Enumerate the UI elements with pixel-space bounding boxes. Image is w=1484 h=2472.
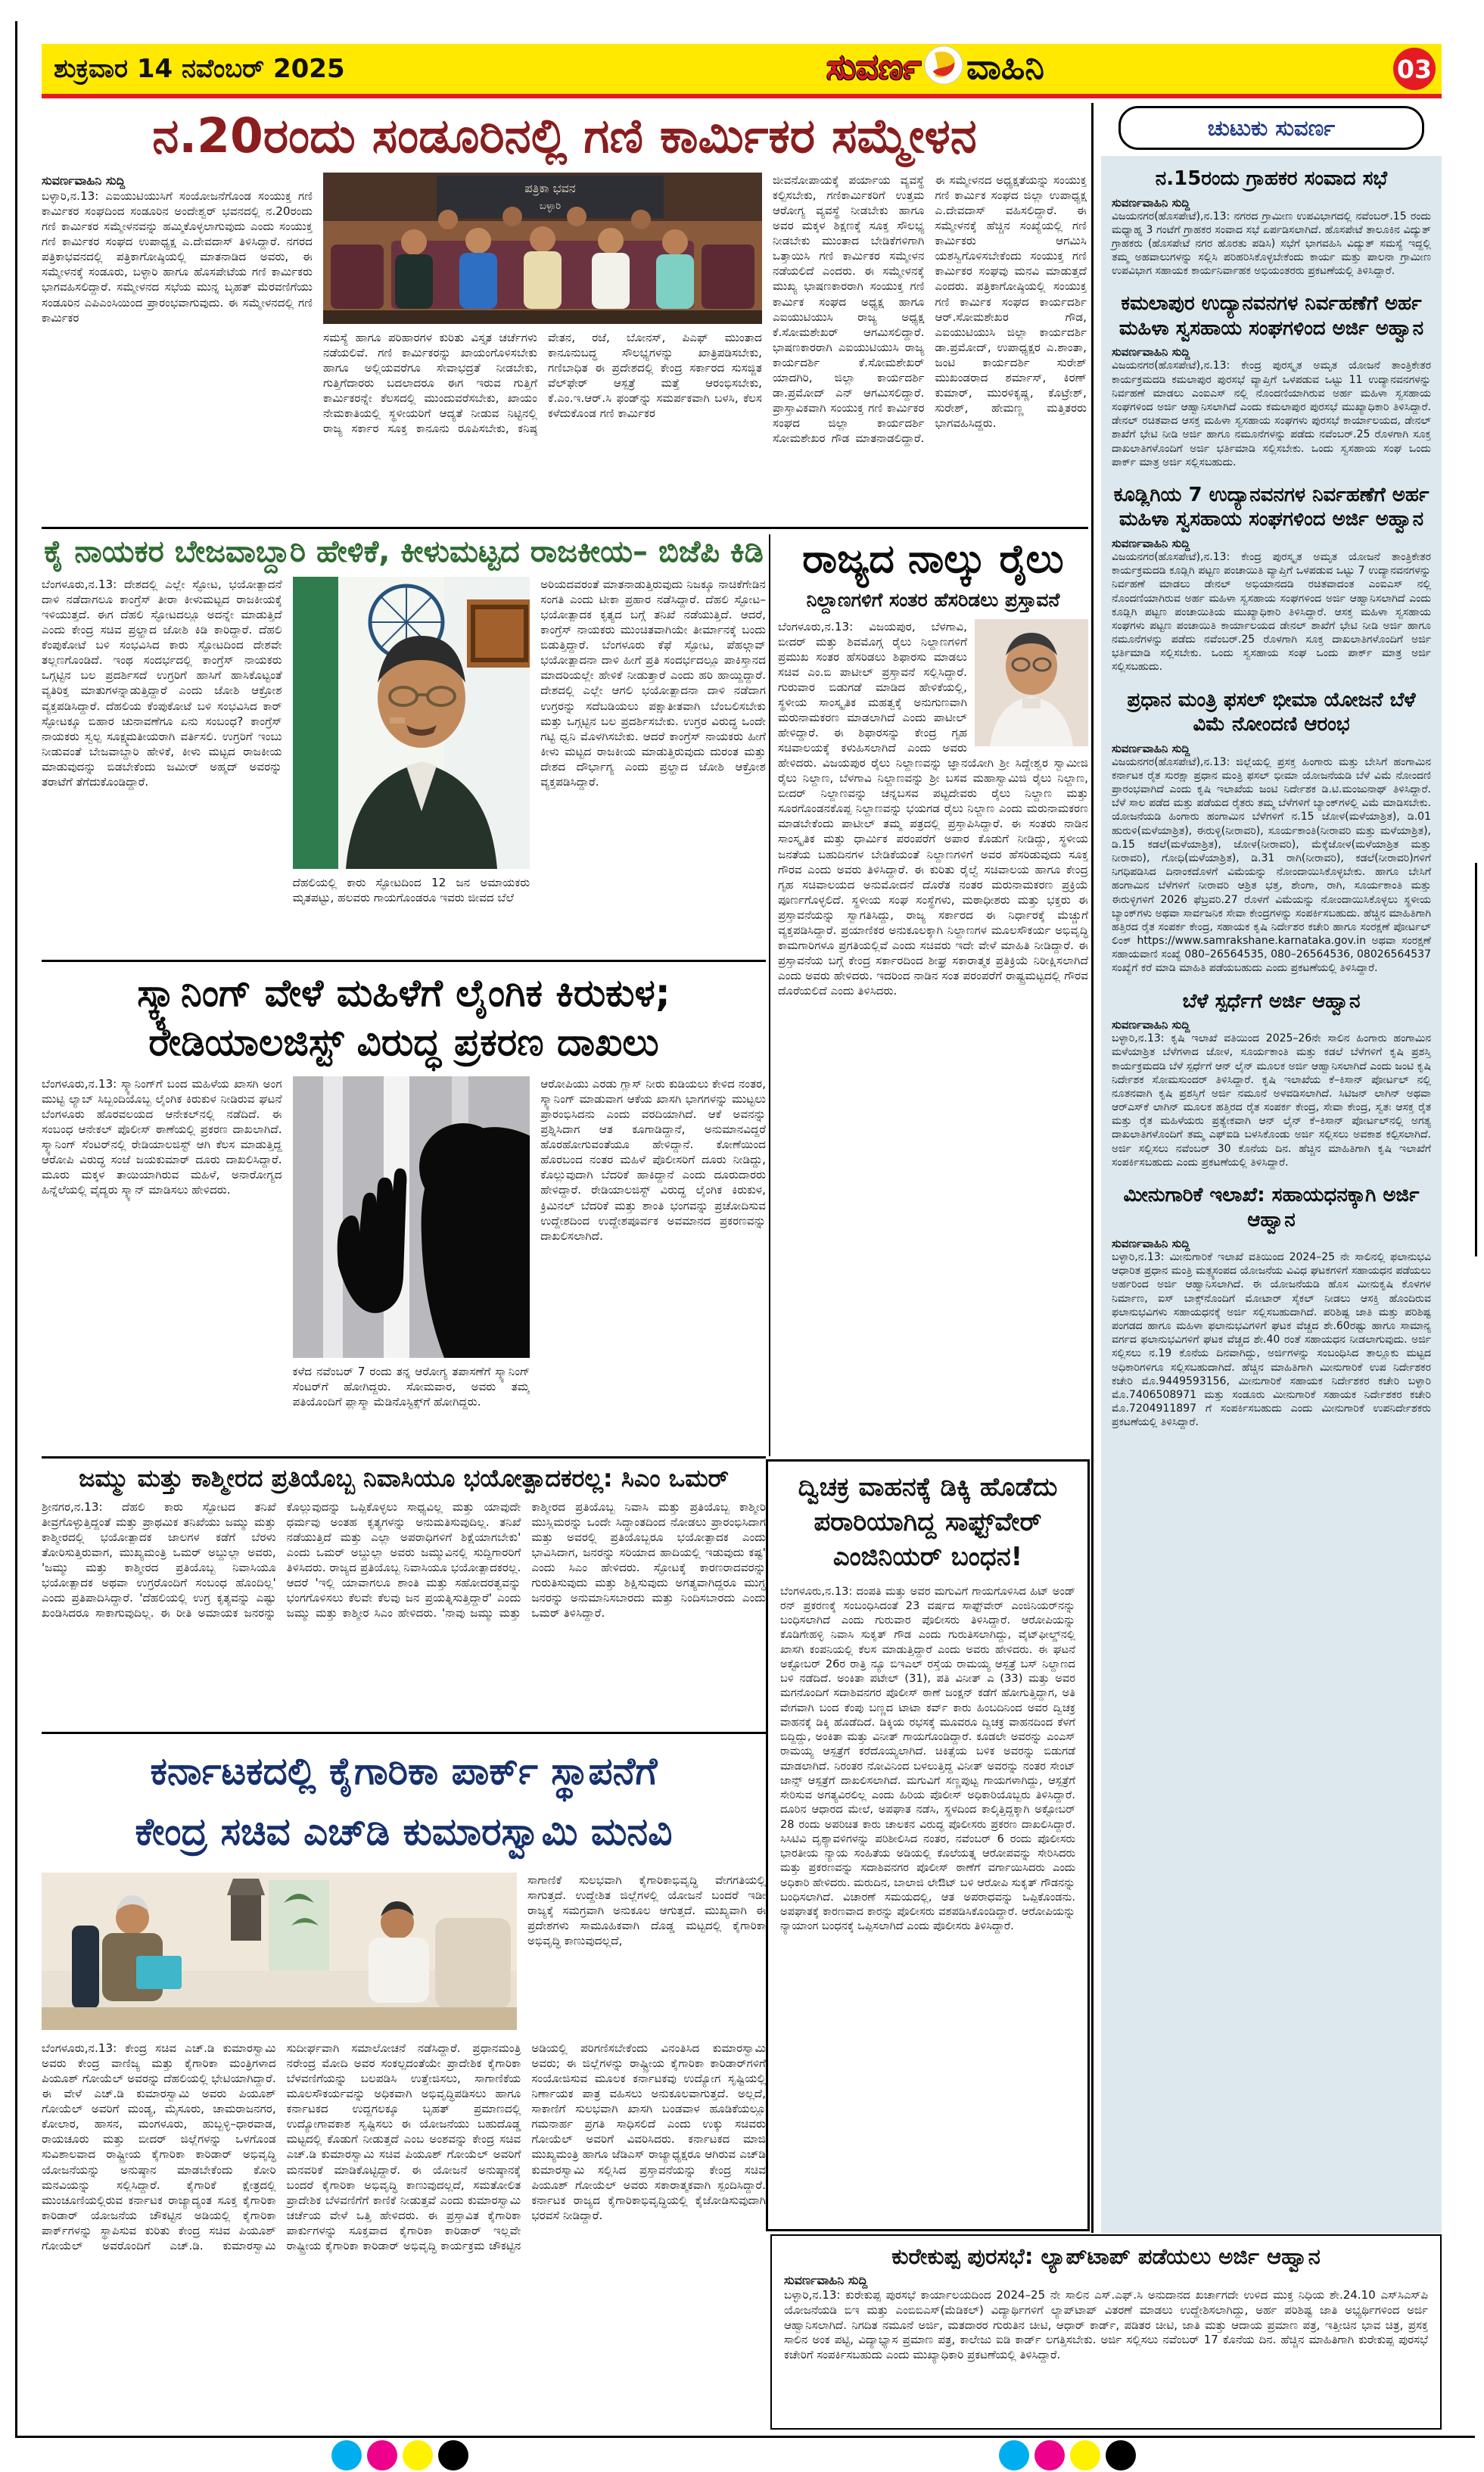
story-headline: ರಾಜ್ಯದ ನಾಲ್ಕು ರೈಲು [802,537,1064,582]
registration-marks-center [999,2440,1136,2470]
brief-title: ಮೀನುಗಾರಿಕೆ ಇಲಾಖೆ: ಸಹಾಯಧನಕ್ಕಾಗಿ ಅರ್ಜಿ ಆಹ್ವಾನ [1123,1184,1420,1231]
sidebar-divider-rule [1091,103,1094,2233]
photo-press-conference [323,173,762,324]
reg-dot-yellow [1070,2440,1100,2470]
page-date: ಶುಕ್ರವಾರ 14 ನವೆಂಬರ್ 2025 [54,54,345,84]
story-headline-line2: ಕೇಂದ್ರ ಸಚಿವ ಎಚ್‌ಡಿ ಕುಮಾರಸ್ವಾಮಿ ಮನವಿ [135,1810,673,1854]
masthead-red-rule [42,94,1442,98]
brief-kamalapura-parks [1112,291,1431,469]
page-right-edge-rule [1475,863,1477,1256]
brief-body: ವಿಜಯನಗರ(ಹೊಸಪೇಟೆ),ನ.13: ಕೇಂದ್ರ ಪುರಸ್ಕೃತ ಅಮೃತ ಯೋಜನೆ ತಾಂತ್ರಿಕೇತರ ಕಾರ್ಯಕ್ರಮದಡಿ ಕೂಡ್ಲಿಗಿ ಪಟ್ಟಣ ಪಂಚಾಯಿತಿ ವ್ಯಾಪ್ತಿಗೆ ಒಳಪಡುವ ಒಟ್ಟು 7 ಉದ್ಯಾನವನಗಳನ್ನು ನಿರ್ವಹಣೆ ಮಾಡಲು ಡೇನಲ್ ಅಭಿಯಾನದಡಿ ರಚಿತವಾದಂತ ಎಂಐಎಸ್ ನಲ್ಲಿ ನೊಂದಣಿಯಾಗಿರುವ ಅರ್ಹ ಮಹಿಳಾ ಸ್ವಸಹಾಯ ಸಂಘಗಳಿಂದ ಅರ್ಜಿ ಆಹ್ವಾನಿಸಲಾಗಿದೆ ಎಂದು ಕೂಡ್ಲಿಗಿ ಪಟ್ಟಣ ಪಂಚಾಯಿತಿಯ ಮುಖ್ಯಾಧಿಕಾರಿ ತಿಳಿಸಿದ್ದಾರೆ. ಆಸಕ್ತ ಮಹಿಳಾ ಸ್ವಸಹಾಯ ಸಂಘಗಳು ಪಟ್ಟಣ ಪಂಚಾಯಿತಿ ಕಾರ್ಯಾಲಯದ ಡೇನಲ್ ಶಾಖೆಗೆ ಭೇಟಿ ನೀಡಿ ಅರ್ಜಿ ಹಾಗೂ ನಮೂನೆಗಳನ್ನು ಪಡೆದು ನವೆಂಬರ್.25 ರೊಳಗಾಗಿ ಸೂಕ್ತ ದಾಖಲಾತಿಗಳೊಂದಿಗೆ ಅರ್ಜಿ ಭರ್ತಿಮಾಡಿ ಸಲ್ಲಿಸಬೇಕು. ಒಂದು ಸ್ವಸಹಾಯ ಸಂಘ ಒಂದು ಪಾರ್ಕ್ ಮಾತ್ರ ಅರ್ಜಿ ಸಲ್ಲಿಸಬಹುದು. [1112,550,1431,674]
brief-title: ಬೆಳೆ ಸ್ಪರ್ಧೆಗೆ ಅರ್ಜಿ ಆಹ್ವಾನ [1182,989,1361,1013]
story-column: ಅರಿಯದವರಂತೆ ಮಾತನಾಡುತ್ತಿರುವುದು ನಿಜಕ್ಕೂ ನಾಚಿಕೆಗೇಡಿನ ಸಂಗತಿ ಎಂದು ಟೀಕಾ ಪ್ರಹಾರ ನಡೆಸಿದ್ದಾರೆ. ದೆಹಲಿ ಸ್ಫೋಟ–ಭಯೋತ್ಪಾದಕ ಕೃತ್ಯದ ಬಗ್ಗೆ ತನಿಖೆ ನಡೆಯುತ್ತಿದೆ. ಆದರೆ, ಕಾಂಗ್ರೆಸ್ ನಾಯಕರು ಮುಂಚಿತವಾಗಿಯೇ ತೀರ್ಮಾನಕ್ಕೆ ಬಂದು ಬಿಡುತ್ತಿದ್ದಾರೆ. ಬೆಂಗಳೂರು ಕೆಫೆ ಸ್ಫೋಟ, ಪೆಹಲ್ಗಾವ್ ಭಯೋತ್ಪಾದನಾ ದಾಳಿ ಹೀಗೆ ಪ್ರತಿ ಸಂದರ್ಭದಲ್ಲೂ ಪಾಕಿಸ್ತಾನದ ಮಾದರಿಯಲ್ಲೇ ಹೇಳಿಕೆ ನೀಡುತ್ತಾರೆ ಎಂದು ಹರಿ ಹಾಯ್ದಿದ್ದಾರೆ. ದೇಶದಲ್ಲಿ ಎಲ್ಲೇ ಆಗಲಿ ಭಯೋತ್ಪಾದನಾ ದಾಳಿ ನಡೆದಾಗ ಉಗ್ರರನ್ನು ಸದೆಬಡಿಯಲು ಪಕ್ಷಾತೀತವಾಗಿ ಬೆಂಬಲಿಸಬೇಕು ಮತ್ತು ಒಗ್ಗಟ್ಟಿನ ಬಲ ಪ್ರದರ್ಶಿಸಬೇಕು. ಉಗ್ರರ ವಿರುದ್ಧ ಒಂದೇ ಗಟ್ಟಿ ಧ್ವನಿ ಮೊಳಗಿಸಬೇಕು. ಆದರೆ ಕಾಂಗ್ರೆಸ್ ನಾಯಕರು ಹೀಗೆ ಕೀಳು ಮಟ್ಟದ ರಾಜಕೀಯ ಮಾಡುತ್ತಿರುವುದು ದುರಂತ ಮತ್ತು ದೇಶದ ದೌರ್ಭಾಗ್ಯ ಎಂದು ಪ್ರಲ್ಹಾದ ಜೋಶಿ ಆಕ್ರೋಶ ವ್ಯಕ್ತಪಡಿಸಿದ್ದಾರೆ. [540,578,766,789]
brief-byline: ಸುವರ್ಣವಾಹಿನಿ ಸುದ್ದಿ [1112,195,1190,210]
reg-dot-cyan [331,2440,362,2470]
newspaper-logo [478,45,1393,93]
rail-divider-rule [769,534,770,1456]
brief-fasal-bima [1112,688,1431,976]
story-headline: ಕುರೇಕುಪ್ಪ ಪುರಸಭೆ: ಲ್ಯಾಪ್‌ಟಾಪ್ ಪಡೆಯಲು ಅರ್ಜಿ ಆಹ್ವಾನ [891,2243,1321,2269]
story-columns-right: ಜೀವನೋಪಾಯಕ್ಕೆ ಪರ್ಯಾಯ ವ್ಯವಸ್ಥೆ ಕಲ್ಪಿಸಬೇಕು, ಗಣಿಕಾರ್ಮಿಕರಿಗೆ ಉತ್ತಮ ಆರೋಗ್ಯ ವ್ಯವಸ್ಥೆ ನೀಡಬೇಕು ಹಾಗೂ ಅವರ ಮಕ್ಕಳ ಶಿಕ್ಷಣಕ್ಕೆ ಸೂಕ್ತ ಸೌಲಭ್ಯ ನೀಡಬೇಕು ಮುಂತಾದ ಬೇಡಿಕೆಗಳಿಗಾಗಿ ಒತ್ತಾಯಿಸಿ ಗಣಿ ಕಾರ್ಮಿಕರ ಸಮ್ಮೇಳನ ನಡೆಯಲಿದೆ ಎಂದರು. ಈ ಸಮ್ಮೇಳನಕ್ಕೆ ಮುಖ್ಯ ಭಾಷಣಕಾರರಾಗಿ ಸಂಯುಕ್ತ ಗಣಿ ಕಾರ್ಮಿಕ ಸಂಘದ ಅಧ್ಯಕ್ಷ ಹಾಗೂ ಎಐಯುಟಿಯುಸಿ ರಾಜ್ಯ ಅಧ್ಯಕ್ಷ ಕೆ.ಸೋಮಶೇಖರ್ ಆಗಮಿಸಲಿದ್ದಾರೆ. ಭಾಷಣಕಾರರಾಗಿ ಎಐಯುಟಿಯುಸಿ ರಾಜ್ಯ ಕಾರ್ಯದರ್ಶಿ ಕೆ.ಸೋಮಶೇಖರ್ ಯಾದಗಿರಿ, ಜಿಲ್ಲಾ ಕಾರ್ಯದರ್ಶಿ ಡಾ.ಪ್ರಮೋದ್ ಎನ್ ಆಗಮಿಸಲಿದ್ದಾರೆ. ಪ್ರಾಸ್ತಾವಿಕವಾಗಿ ಸಂಯುಕ್ತ ಗಣಿ ಕಾರ್ಮಿಕರ ಸಂಘದ ಜಿಲ್ಲಾ ಕಾರ್ಯದರ್ಶಿ ಸೋಮಶೇಖರ ಗೌಡ ಮಾತನಾಡಲಿದ್ದಾರೆ. ಈ ಸಮ್ಮೇಳನದ ಅಧ್ಯಕ್ಷತೆಯನ್ನು ಸಂಯುಕ್ತ ಗಣಿ ಕಾರ್ಮಿಕ ಸಂಘದ ಜಿಲ್ಲಾ ಉಪಾಧ್ಯಕ್ಷ ಎ.ದೇವದಾಸ್ ವಹಿಸಲಿದ್ದಾರೆ. ಈ ಸಮ್ಮೇಳನಕ್ಕೆ ಹೆಚ್ಚಿನ ಸಂಖ್ಯೆಯಲ್ಲಿ ಗಣಿ ಕಾರ್ಮಿಕರು ಆಗಮಿಸಿ ಯಶಸ್ವಿಗೊಳಿಸಬೇಕೆಂದು ಸಂಯುಕ್ತ ಗಣಿ ಕಾರ್ಮಿಕರ ಸಂಘವು ಮನವಿ ಮಾಡುತ್ತದೆ ಎಂದರು. ಪತ್ರಿಕಾಗೋಷ್ಠಿಯಲ್ಲಿ ಸಂಯುಕ್ತ ಗಣಿ ಕಾರ್ಮಿಕ ಸಂಘದ ಕಾರ್ಯದರ್ಶಿ ಆರ್.ಸೋಮಶೇಖರ ಗೌಡ, ಎಐಯುಟಿಯುಸಿ ಜಿಲ್ಲಾ ಕಾರ್ಯದರ್ಶಿ ಡಾ.ಪ್ರಮೋದ್, ಉಪಾಧ್ಯಕ್ಷರ ಎ.ಶಾಂತಾ, ಜಂಟಿ ಕಾರ್ಯದರ್ಶಿ ಸುರೇಶ್ ಮುಖಂಡರಾದ ಶರ್ಮಾಸ್, ಕಿರಣ್ ಕುಮಾರ್, ಮುರಳಿಕೃಷ್ಣ, ಕೊಟ್ರೇಶ್, ಸುರೇಶ್, ಹೇಮಣ್ಣ ಮತ್ತಿತರರು ಭಾಗವಹಿಸಿದ್ದರು. [773,173,1087,446]
story-photo-column [293,1076,530,1440]
photo-goyal-kumaraswamy-meeting [42,1873,517,2030]
story-headline: ಜಮ್ಮು ಮತ್ತು ಕಾಶ್ಮೀರದ ಪ್ರತಿಯೊಬ್ಬ ನಿವಾಸಿಯೂ ಭಯೋತ್ಪಾದಕರಲ್ಲ: ಸಿಎಂ ಒಮರ್ [79,1464,729,1493]
story-subhead: ನಿಲ್ದಾಣಗಳಿಗೆ ಸಂತರ ಹೆಸರಿಡಲು ಪ್ರಸ್ತಾವನೆ [806,588,1060,611]
story-rail-rename [778,534,1088,1456]
brief-body: ಬಳ್ಳಾರಿ,ನ.13: ಕೃಷಿ ಇಲಾಖೆ ವತಿಯಿಂದ 2025–26ನೇ ಸಾಲಿನ ಹಿಂಗಾರು ಹಂಗಾಮಿನ ಮಳೆಯಾಶ್ರಿತ ಬೆಳೆಗಳಾದ ಜೋಳ, ಸೂರ್ಯಕಾಂತಿ ಮತ್ತು ಕಡಲೆ ಬೆಳೆಗಳಿಗೆ ಕೃಷಿ ಪ್ರಶಸ್ತಿ ಕಾರ್ಯಕ್ರಮದಡಿ ಬೆಳೆ ಸ್ಪರ್ಧೆಗೆ ಆನ್ ಲೈನ್ ಮೂಲಕ ಅರ್ಜಿ ಆಹ್ವಾನಿಸಲಾಗಿದೆ ಎಂದು ಜಂಟಿ ಕೃಷಿ ನಿರ್ದೇಶಕ ಸೋಮಸುಂದರ್ ತಿಳಿಸಿದ್ದಾರೆ. ಕೃಷಿ ಇಲಾಖೆಯ ಕೆ–ಕಿಸಾನ್ ಪೋರ್ಟಲ್ ನಲ್ಲಿ ನೂತನವಾಗಿ ಕೃಷಿ ಪ್ರಶಸ್ತಿಗೆ ಅರ್ಜಿ ನಮೂನೆ ಅಳವಡಿಸಲಾಗಿದೆ. ಸಿಟಿಜನ್ ಲಾಗಿನ್ ಅಥವಾ ಆರ್‌ಎಸ್‌ಕೆ ಲಾಗಿನ್ ಮೂಲಕ ಹತ್ತಿರದ ರೈತ ಸಂಪರ್ಕ ಕೇಂದ್ರ, ಸೇವಾ ಕೇಂದ್ರ, ಸ್ವತಃ ಆಸಕ್ತ ರೈತ ಮತ್ತು ರೈತ ಮಹಿಳೆಯರು ಪ್ರತ್ಯೇಕವಾಗಿ ಆನ್ ಲೈನ್ ಕೆ–ಕಿಸಾನ್ ಪೋರ್ಟಲ್‌ನಲ್ಲಿ ಅಗತ್ಯ ದಾಖಲಾತಿಗಳೊಂದಿಗೆ ತಮ್ಮ ಎಫ್‌ಐಡಿ ಬಳಸಿಕೊಂಡು ಅರ್ಜಿ ಸಲ್ಲಿಸಲು ಅವಕಾಶ ಕಲ್ಪಿಸಲಾಗಿದೆ. ಅರ್ಜಿ ಸಲ್ಲಿಸಲು ನವೆಂಬರ್ 30 ಕೊನೆಯ ದಿನ. ಹೆಚ್ಚಿನ ಮಾಹಿತಿಗಾಗಿ ಕೃಷಿ ಇಲಾಖೆಗೆ ಸಂಪರ್ಕಿಸಬಹುದು ಎಂದು ಪ್ರಕಟಣೆಯಲ್ಲಿ ತಿಳಿಸಿದ್ದಾರೆ. [1112,1032,1431,1169]
story-text-under-photo: ಸಮಸ್ಯೆ ಹಾಗೂ ಪರಿಹಾರಗಳ ಕುರಿತು ವಿಸ್ತೃತ ಚರ್ಚೆಗಳು ನಡೆಯಲಿವೆ. ಗಣಿ ಕಾರ್ಮಿಕರನ್ನು ಖಾಯಂಗೊಳಿಸಬೇಕು ಹಾಗೂ ಅಲ್ಲಿಯವರೆಗೂ ಸೇವಾಭದ್ರತೆ ನೀಡಬೇಕು, ಗುತ್ತಿಗೆದಾರರು ಬದಲಾದರೂ ಈಗ ಇರುವ ಗುತ್ತಿಗೆ ಕಾರ್ಮಿಕರನ್ನೇ ಕೆಲಸದಲ್ಲಿ ಮುಂದುವರೆಸಬೇಕು, ಖಾಯಂ ನೇಮಕಾತಿಯಲ್ಲಿ ಸ್ಥಳೀಯರಿಗೆ ಆದ್ಯತೆ ನೀಡುವ ನಿಟ್ಟಿನಲ್ಲಿ ರಾಜ್ಯ ಸರ್ಕಾರ ಸೂಕ್ತ ಕಾನೂನು ರೂಪಿಸಬೇಕು, ಕನಿಷ್ಠ ವೇತನ, ರಜೆ, ಬೋನಸ್, ಪಿಎಫ್ ಮುಂತಾದ ಕಾನೂನುಬದ್ಧ ಸೌಲಭ್ಯಗಳನ್ನು ಖಾತ್ರಿಪಡಿಸಬೇಕು, ಗಣಿಬಾಧಿತ ಈ ಪ್ರದೇಶದಲ್ಲಿ ಕೇಂದ್ರ ಸರ್ಕಾರದ ಸುಸಜ್ಜಿತ ವೆಲ್‌ಫೇರ್ ಆಸ್ಪತ್ರೆ ಮತ್ತೆ ಆರಂಭಿಸಬೇಕು, ಕೆ.ಎಂ.ಇ.ಆರ್.ಸಿ ಫಂಡ್‌ನ್ನು ಸಮರ್ಪಕವಾಗಿ ಬಳಸಿ, ಕೆಲಸ ಕಳೆದುಕೊಂಡ ಗಣಿ ಕಾರ್ಮಿಕರ [323,331,762,436]
story-photo-column [293,577,530,948]
chutuku-suvarna-box: ಚುಟುಕು ಸುವರ್ಣ [1118,106,1424,150]
story-text: ಬೆಂಗಳೂರು,ನ.13: ಕೇಂದ್ರ ಸಚಿವ ಎಚ್.ಡಿ ಕುಮಾರಸ್ವಾಮಿ ಅವರು ಕೇಂದ್ರ ವಾಣಿಜ್ಯ ಮತ್ತು ಕೈಗಾರಿಕಾ ಮಂತ್ರಿಗಳಾದ ಪಿಯೂಶ್ ಗೋಯೆಲ್ ಅವರನ್ನು ದೆಹಲಿಯಲ್ಲಿ ಭೇಟಿಯಾಗಿದ್ದಾರೆ. ಈ ವೇಳೆ ಎಚ್.ಡಿ ಕುಮಾರಸ್ವಾಮಿ ಅವರು ಪಿಯೂಶ್ ಗೋಯೆಲ್ ಅವರಿಗೆ ಮಂಡ್ಯ, ಮೈಸೂರು, ಚಾಮರಾಜನಗರ, ಕೋಲಾರ, ಹಾಸನ, ಮಂಗಳೂರು, ಹುಬ್ಬಳ್ಳಿ–ಧಾರವಾಡ, ರಾಯಚೂರು ಮತ್ತು ಬೀದರ್ ಜಿಲ್ಲೆಗಳನ್ನು ಒಳಗೊಂಡ ಸುವಿಶಾಲವಾದ ರಾಷ್ಟ್ರೀಯ ಕೈಗಾರಿಕಾ ಕಾರಿಡಾರ್ ಅಭಿವೃದ್ಧಿ ಯೋಜನೆಯನ್ನು ಅನುಷ್ಠಾನ ಮಾಡಬೇಕೆಂದು ಕೋರಿ ಮನವಿಯನ್ನು ಸಲ್ಲಿಸಿದ್ದಾರೆ. ಕೈಗಾರಿಕೆ ಕ್ಷೇತ್ರದಲ್ಲಿ ಮುಂಚೂಣಿಯಲ್ಲಿರುವ ಕರ್ನಾಟಕ ರಾಜ್ಯಾದ್ಯಂತ ಸೂಕ್ತ ಕೈಗಾರಿಕಾ ಕಾರಿಡಾರ್ ಯೋಜನೆಯ ಚೌಕಟ್ಟಿನ ಅಡಿಯಲ್ಲಿ ಕೈಗಾರಿಕಾ ಪಾರ್ಕ್‌ಗಳನ್ನು ಸ್ಥಾಪಿಸುವ ಕುರಿತು ಕೇಂದ್ರ ಸಚಿವ ಪಿಯೂಶ್ ಗೋಯೆಲ್ ಅವರೊಂದಿಗೆ ಎಚ್.ಡಿ. ಕುಮಾರಸ್ವಾಮಿ ಸುದೀರ್ಘವಾಗಿ ಸಮಾಲೋಚನೆ ನಡೆಸಿದ್ದಾರೆ. ಪ್ರಧಾನಮಂತ್ರಿ ನರೇಂದ್ರ ಮೋದಿ ಅವರ ಸಂಕಲ್ಪದಂತೆಯೇ ಪ್ರಾದೇಶಿಕ ಕೈಗಾರಿಕಾ ಬೆಳವಣಿಗೆಯನ್ನು ಬಲಪಡಿಸಿ ಉತ್ತೇಜಿಸಲು, ಸಾಗಾಣಿಕೆಯ ಮೂಲಸೌಕರ್ಯವನ್ನು ಅಧಿಕವಾಗಿ ಅಭಿವೃದ್ಧಿಪಡಿಸಲು ಹಾಗೂ ಕರ್ನಾಟಕದ ಉದ್ದಗಲಕ್ಕೂ ಬೃಹತ್ ಪ್ರಮಾಣದಲ್ಲಿ ಉದ್ಯೋಗಾವಕಾಶ ಸೃಷ್ಟಿಸಲು ಈ ಯೋಜನೆಯು ಬಹುದೊಡ್ಡ ಮಟ್ಟದಲ್ಲಿ ಕೊಡುಗೆ ನೀಡುತ್ತದೆ ಎಂಬ ಅಂಶವನ್ನು ಕೇಂದ್ರ ಸಚಿವ ಎಚ್.ಡಿ ಕುಮಾರಸ್ವಾಮಿ ಸಚಿವ ಪಿಯೂಶ್ ಗೋಯೆಲ್ ಅವರಿಗೆ ಮನವರಿಕೆ ಮಾಡಿಕೊಟ್ಟಿದ್ದಾರೆ. ಈ ಯೋಜನೆ ಅನುಷ್ಠಾನಕ್ಕೆ ಬಂದರೆ ಕೈಗಾರಿಕಾ ಅಭಿವೃದ್ಧಿ ಕಾಣುವುದಲ್ಲದೆ, ಸಮತೋಲಿತ ಪ್ರಾದೇಶಿಕ ಬೆಳವಣಿಗೆಗೆ ಕಾಣಿಕೆ ನೀಡುತ್ತವೆ ಎಂದು ಕುಮಾರಸ್ವಾಮಿ ಚರ್ಚೆಯ ವೇಳೆ ಒತ್ತಿ ಹೇಳಿದರು. ಈ ಪ್ರಸ್ತಾವಿತ ಕೈಗಾರಿಕಾ ಪಾರ್ಕುಗಳನ್ನು ಸೂಕ್ತವಾದ ಕೈಗಾರಿಕಾ ಕಾರಿಡಾರ್ ಇಲ್ಲವೇ ರಾಷ್ಟ್ರೀಯ ಕೈಗಾರಿಕಾ ಕಾರಿಡಾರ್ ಅಭಿವೃದ್ಧಿ ಕಾರ್ಯಕ್ರಮ ಚೌಕಟ್ಟಿನ ಅಡಿಯಲ್ಲಿ ಪರಿಗಣಿಸಬೇಕೆಂದು ವಿನಂತಿಸಿದ ಕುಮಾರಸ್ವಾಮಿ ಅವರು; ಈ ಜಿಲ್ಲೆಗಳನ್ನು ರಾಷ್ಟ್ರೀಯ ಕೈಗಾರಿಕಾ ಕಾರಿಡಾರ್‌ಗಳಿಗೆ ಸಂಯೋಜಿಸುವ ಮೂಲಕ ಕರ್ನಾಟಕವು ಉದ್ಯೋಗ ಸೃಷ್ಟಿಯಲ್ಲಿ ನಿರ್ಣಾಯಕ ಪಾತ್ರ ವಹಿಸಲು ಅನುಕೂಲವಾಗುತ್ತದೆ. ಅಲ್ಲದೆ, ಸಾಕಾಣಿಗೆ ಸುಲಭವಾಗಿ ಖಾಸಗಿ ಬಂಡವಾಳ ಹೂಡಿಕೆಯಲ್ಲೂ ಗಮನಾರ್ಹ ಪ್ರಗತಿ ಸಾಧಿಸಲಿದೆ ಎಂದು ಉಕ್ಕು ಸಚಿವರು ಗೋಯೆಲ್ ಅವರಿಗೆ ವಿವರಿಸಿದರು. ಕರ್ನಾಟಕದ ಮಾಜಿ ಮುಖ್ಯಮಂತ್ರಿ ಹಾಗೂ ಜೆಡಿಎಸ್ ರಾಜ್ಯಾಧ್ಯಕ್ಷರೂ ಆಗಿರುವ ಎಚ್‌ಡಿ ಕುಮಾರಸ್ವಾಮಿ ಸಲ್ಲಿಸಿದ ಪ್ರಸ್ತಾವನೆಯನ್ನು ಕೇಂದ್ರ ಸಚಿವ ಪಿಯೂಶ್ ಗೋಯೆಲ್ ಅವರು ಸಕಾರಾತ್ಮಕವಾಗಿ ಸ್ಪಂದಿಸಿದ್ದಾರೆ. ಕರ್ನಾಟಕ ರಾಜ್ಯದ ಕೈಗಾರಿಕಾಭಿವೃದ್ಧಿಯಲ್ಲಿ ಕೈಜೋಡಿಸುವುದಾಗಿ ಭರವಸೆ ನೀಡಿದ್ದಾರೆ. [42,2041,766,2253]
story-column: ಆರೋಪಿಯು ಎರಡು ಗ್ಲಾಸ್ ನೀರು ಕುಡಿಯಲು ಕೇಳಿದ ನಂತರ, ಸ್ಕ್ಯಾನಿಂಗ್ ಮಾಡುವಾಗ ಆಕೆಯ ಖಾಸಗಿ ಭಾಗಗಳನ್ನು ಮುಟ್ಟಲು ಪ್ರಾರಂಭಿಸಿದನು ಎಂದು ವರದಿಯಾಗಿದೆ. ಆಕೆ ಅವನನ್ನು ಪ್ರಶ್ನಿಸಿದಾಗ ಆತ ಕೂಗಾಡಿದ್ದಾನೆ, ಅನುಮಾನವಿದ್ದರೆ ಹೊರಹೋಗುವಂತೆಯೂ ಹೇಳಿದ್ದಾನೆ. ಕೋಣೆಯಿಂದ ಹೊರಬಂದ ನಂತರ ಮಹಿಳೆ ಪೊಲೀಸರಿಗೆ ದೂರು ನೀಡಿದ್ದು, ಕೊಲ್ಲುವುದಾಗಿ ಬೆದರಿಕೆ ಹಾಕಿದ್ದಾನೆ ಎಂದು ದೂರುದಾರರು ಹೇಳಿದ್ದಾರೆ. ರೇಡಿಯಾಲಜಿಸ್ಟ್ ವಿರುದ್ಧ ಲೈಂಗಿಕ ಕಿರುಕುಳ, ಕ್ರಿಮಿನಲ್ ಬೆದರಿಕೆ ಮತ್ತು ಶಾಂತಿ ಭಂಗವನ್ನು ಪ್ರಚೋದಿಸುವ ಉದ್ದೇಶದಿಂದ ಉದ್ದೇಶಪೂರ್ವಕ ಅವಮಾನದ ಪ್ರಕರಣವನ್ನು ದಾಖಲಿಸಲಾಗಿದೆ. [540,1077,766,1243]
story-scan-harassment [42,969,766,1453]
brief-body: ಬಳ್ಳಾರಿ,ನ.13: ಮೀನುಗಾರಿಕೆ ಇಲಾಖೆ ವತಿಯಿಂದ 2024–25 ನೇ ಸಾಲಿನಲ್ಲಿ ಫಲಾನುಭವಿ ಆಧಾರಿತ ಪ್ರಧಾನ ಮಂತ್ರಿ ಮತ್ಸ್ಯಸಂಪದ ಯೋಜನೆಯ ವಿವಿಧ ಘಟಕಗಳಿಗೆ ಸಹಾಯಧನ ಪಡೆಯಲು ಅರ್ಹರಿಂದ ಅರ್ಜಿ ಆಹ್ವಾನಿಸಲಾಗಿದೆ. ಈ ಯೋಜನೆಯಡಿ ಹೊಸ ಮೀನುಕೃಷಿ ಕೊಳಗಳ ನಿರ್ಮಾಣ, ಐಸ್ ಬಾಕ್ಸ್‌ನೊಂದಿಗೆ ಮೋಟಾರ್ ಸೈಕಲ್ ನೀಡಲು ಆಸಕ್ತಿ ಹೊಂದಿರುವ ಫಲಾನುಭವಿಗಳು ಸಹಾಯಧನಕ್ಕೆ ಅರ್ಜಿ ಸಲ್ಲಿಸಬಹುದಾಗಿದೆ. ಪರಿಶಿಷ್ಟ ಜಾತಿ ಮತ್ತು ಪರಿಶಿಷ್ಟ ಪಂಗಡದ ಹಾಗೂ ಮಹಿಳಾ ಫಲಾನುಭವಿಗಳಿಗೆ ಘಟಕ ವೆಚ್ಚದ ಶೇ.60ರಷ್ಟು ಹಾಗೂ ಸಾಮಾನ್ಯ ವರ್ಗದ ಫಲಾನುಭವಿಗಳಿಗೆ ಘಟಕ ವೆಚ್ಚದ ಶೇ.40 ರಂತೆ ಸಹಾಯಧನ ನೀಡಲಾಗುವುದು. ಅರ್ಜಿ ಸಲ್ಲಿಸಲು ನ.19 ಕೊನೆಯ ದಿನವಾಗಿದ್ದು, ಅರ್ಜಿಗಳನ್ನು ಸಂಬಂಧಿಸಿದ ತಾಲ್ಲೂಕು ಮಟ್ಟದ ಅಧಿಕಾರಿಗಳಿಗೂ ಸಲ್ಲಿಸಬಹುದಾಗಿದೆ. ಹೆಚ್ಚಿನ ಮಾಹಿತಿಗಾಗಿ ಮೀನುಗಾರಿಕೆ ಉಪ ನಿರ್ದೇಶಕರ ಕಚೇರಿ ಮೊ.9449593156, ಮೀನುಗಾರಿಕೆ ಸಹಾಯಕ ನಿರ್ದೇಶಕರ ಕಚೇರಿ ಬಳ್ಳಾರಿ ಮೊ.7406508971 ಮತ್ತು ಸಂಡೂರು ಮೀನುಗಾರಿಕೆ ಸಹಾಯಕ ನಿರ್ದೇಶಕರ ಕಚೇರಿ ಮೊ.7204911897 ಗೆ ಸಂಪರ್ಕಿಸಬಹುದು ಎಂದು ಮೀನುಗಾರಿಕೆ ಉಪನಿರ್ದೇಶಕರು ಪ್ರಕಟಣೆಯಲ್ಲಿ ತಿಳಿಸಿದ್ದಾರೆ. [1112,1251,1431,1429]
story-text-under-photo: ಕಳೆದ ನವೆಂಬರ್ 7 ರಂದು ತನ್ನ ಆರೋಗ್ಯ ತಪಾಸಣೆಗೆ ಸ್ಕ್ಯಾನಿಂಗ್ ಸೆಂಟರ್‌ಗೆ ಹೋಗಿದ್ದರು. ಸೋಮವಾರ, ಅವರು ತಮ್ಮ ಪತಿಯೊಂದಿಗೆ ಪ್ಲಾಸ್ಮಾ ಮೆಡಿನೊಸ್ಟಿಕ್ಸ್‌ಗೆ ಹೋಗಿದ್ದರು. [292,1365,530,1409]
story-column [42,173,313,522]
section-rule-4 [42,1732,766,1734]
section-rule-3 [42,1456,766,1459]
brief-body: ವಿಜಯನಗರ(ಹೊಸಪೇಟೆ),ನ.13: ಕೇಂದ್ರ ಪುರಸ್ಕೃತ ಅಮೃತ ಯೋಜನೆ ತಾಂತ್ರಿಕೇತರ ಕಾರ್ಯಕ್ರಮದಡಿ ಕಮಲಾಪುರ ಪುರಸಭೆ ವ್ಯಾಪ್ತಿಗೆ ಒಳಪಡುವ ಒಟ್ಟು 11 ಉದ್ಯಾನವನಗಳನ್ನು ನಿರ್ವಹಣೆ ಮಾಡಲು ಎಂಐಎಸ್ ನಲ್ಲಿ ನೊಂದಣಿಯಾಗಿರುವ ಅರ್ಹ ಮಹಿಳಾ ಸ್ವಸಹಾಯ ಸಂಘಗಳಿಂದ ಅರ್ಜಿ ಆಹ್ವಾನಿಸಲಾಗಿದೆ ಎಂದು ಕಮಲಾಪುರ ಪುರಸಭೆ ಮುಖ್ಯಾಧಿಕಾರಿ ತಿಳಿಸಿದ್ದಾರೆ. ಡೇನಲ್ ರಚಿತವಾದ ಆಸಕ್ತ ಮಹಿಳಾ ಸ್ವಸಹಾಯ ಸಂಘಗಳು ಪುರಸಭೆ ಕಾರ್ಯಾಲಯದ, ಡೇನಲ್ ಶಾಖೆಗೆ ಭೇಟಿ ನೀಡಿ ಅರ್ಜಿ ಹಾಗೂ ನಮೂನೆಗಳನ್ನು ಪಡೆದು ನವೆಂಬರ್.25 ರೊಳಗಾಗಿ ಸೂಕ್ತ ದಾಖಲಾತಿಗಳೊಂದಿಗೆ ಅರ್ಜಿ ಭರ್ತಿಮಾಡಿ ಸಲ್ಲಿಸಬೇಕು. ಒಂದು ಸ್ವಸಹಾಯ ಸಂಘ ಒಂದು ಪಾರ್ಕ್ ಮಾತ್ರ ಅರ್ಜಿ ಸಲ್ಲಿಸಬಹುದು. [1112,360,1431,469]
svg-text:ಪತ್ರಿಕಾ ಭವನ: ಪತ್ರಿಕಾ ಭವನ [524,181,576,195]
brief-title: ಕಮಲಾಪುರ ಉದ್ಯಾನವನಗಳ ನಿರ್ವಹಣೆಗೆ ಅರ್ಹ ಮಹಿಳಾ ಸ್ವಸಹಾಯ ಸಂಘಗಳಿಂದ ಅರ್ಜಿ ಅಹ್ವಾನ [1118,292,1424,340]
brief-title: ನ.15ರಂದು ಗ್ರಾಹಕರ ಸಂವಾದ ಸಭೆ [1155,167,1388,190]
sidebar-briefs-panel [1101,156,1442,2233]
brief-byline: ಸುವರ್ಣವಾಹಿನಿ ಸುದ್ದಿ [1112,1018,1190,1032]
story-text: ಬೆಂಗಳೂರು,ನ.13: ವಿಜಯಪುರ, ಬೆಳಗಾವಿ, ಬೀದರ್ ಮತ್ತು ಶಿವಮೊಗ್ಗ ರೈಲು ನಿಲ್ದಾಣಗಳಿಗೆ ಪ್ರಮುಖ ಸಂತರ ಹೆಸರಿಡಲು ಶಿಫಾರಸು ಮಾಡಲು ಸಚಿವ ಎಂ.ಬಿ ಪಾಟೀಲ್ ಪ್ರಸ್ತಾವನೆ ಸಲ್ಲಿಸಿದ್ದಾರೆ. ಗುರುವಾರ ಬಿಡುಗಡೆ ಮಾಡಿದ ಹೇಳಿಕೆಯಲ್ಲಿ, ಸ್ಥಳೀಯ ಸಾಂಸ್ಕೃತಿಕ ಮಹತ್ವಕ್ಕೆ ಅನುಗುಣವಾಗಿ ಮರುನಾಮಕರಣ ಮಾಡಲಾಗಿದೆ ಎಂದು ಪಾಟೀಲ್ ಹೇಳಿದ್ದಾರೆ. ಈ ಶಿಫಾರಸನ್ನು ಕೇಂದ್ರ ಗೃಹ ಸಚಿವಾಲಯಕ್ಕೆ ಕಳುಹಿಸಲಾಗಿದೆ ಎಂದು ಅವರು ಹೇಳಿದರು. ವಿಜಯಪುರ ರೈಲು ನಿಲ್ದಾಣವನ್ನು ಜ್ಞಾನಯೋಗಿ ಶ್ರೀ ಸಿದ್ದೇಶ್ವರ ಸ್ವಾಮೀಜಿ ರೈಲು ನಿಲ್ದಾಣ, ಬೆಳಗಾವಿ ನಿಲ್ದಾಣವನ್ನು ಶ್ರೀ ಬಸವ ಮಹಾಸ್ವಾಮಿಜಿ ರೈಲು ನಿಲ್ದಾಣ, ಬೀದರ್ ನಿಲ್ದಾಣವನ್ನು ಚನ್ನಬಸವ ಪಟ್ಟದೇವರು ರೈಲು ನಿಲ್ದಾಣ ಮತ್ತು ಸೂರಗೊಂಡನಕೊಪ್ಪ ನಿಲ್ದಾಣವನ್ನು ಭಯಗಡ ರೈಲು ನಿಲ್ದಾಣ ಎಂದು ಮರುನಾಮಕರಣ ಮಾಡಬೇಕೆಂದು ಪಾಟೀಲ್ ತಮ್ಮ ಪತ್ರದಲ್ಲಿ ಪ್ರಸ್ತಾಪಿಸಿದ್ದಾರೆ. ಈ ಸಂತರು ನಾಡಿನ ಸಾಂಸ್ಕೃತಿಕ ಮತ್ತು ಧಾರ್ಮಿಕ ಪರಂಪರೆಗೆ ಅಪಾರ ಕೊಡುಗೆ ನೀಡಿದ್ದು, ಸ್ಥಳೀಯ ಜನತೆಯ ಬಹುದಿನಗಳ ಬೇಡಿಕೆಯಂತೆ ನಿಲ್ದಾಣಗಳಿಗೆ ಅವರ ಹೆಸರಿಡುವುದು ಸೂಕ್ತ ಗೌರವ ಎಂದು ಅವರು ತಿಳಿಸಿದ್ದಾರೆ. ಈ ಕುರಿತು ರೈಲ್ವೆ ಸಚಿವಾಲಯ ಹಾಗೂ ಕೇಂದ್ರ ಗೃಹ ಸಚಿವಾಲಯದ ಅನುಮೋದನೆ ದೊರೆತ ನಂತರ ಮರುನಾಮಕರಣ ಪ್ರಕ್ರಿಯೆ ಪೂರ್ಣಗೊಳ್ಳಲಿದೆ. ಸ್ಥಳೀಯ ಸಂಘ ಸಂಸ್ಥೆಗಳು, ಮಠಾಧೀಶರು ಮತ್ತು ಭಕ್ತರು ಈ ಪ್ರಸ್ತಾವನೆಯನ್ನು ಸ್ವಾಗತಿಸಿದ್ದು, ರಾಜ್ಯ ಸರ್ಕಾರದ ಈ ನಿರ್ಧಾರಕ್ಕೆ ಮೆಚ್ಚುಗೆ ವ್ಯಕ್ತಪಡಿಸಿದ್ದಾರೆ. ಪ್ರಯಾಣಿಕರ ಅನುಕೂಲಕ್ಕಾಗಿ ನಿಲ್ದಾಣಗಳ ಮೂಲಸೌಕರ್ಯ ಅಭಿವೃದ್ಧಿ ಕಾಮಗಾರಿಗಳೂ ಪ್ರಗತಿಯಲ್ಲಿವೆ ಎಂದು ಸಚಿವರು ಇದೇ ವೇಳೆ ಮಾಹಿತಿ ನೀಡಿದ್ದಾರೆ. ಈ ಪ್ರಸ್ತಾವನೆಯ ಬಗ್ಗೆ ಕೇಂದ್ರ ಸರ್ಕಾರದಿಂದ ಶೀಘ್ರ ಸಕಾರಾತ್ಮಕ ಪ್ರತಿಕ್ರಿಯೆ ನಿರೀಕ್ಷಿಸಲಾಗಿದೆ ಎಂದು ಅವರು ಹೇಳಿದರು. ಇದರಿಂದ ನಾಡಿನ ಸಂತ ಪರಂಪರೆಗೆ ರಾಷ್ಟ್ರಮಟ್ಟದಲ್ಲಿ ಗೌರವ ದೊರೆಯಲಿದೆ ಎಂದು ತಿಳಿಸಿದರು. [778,619,1088,998]
story-headline-line1: ಸ್ಕ್ಯಾನಿಂಗ್ ವೇಳೆ ಮಹಿಳೆಗೆ ಲೈಂಗಿಕ ಕಿರುಕುಳ; [137,971,670,1015]
story-text-under-photo: ದೆಹಲಿಯಲ್ಲಿ ಕಾರು ಸ್ಫೋಟದಿಂದ 12 ಜನ ಅಮಾಯಕರು ಮೃತಪಟ್ಟು, ಹಲವರು ಗಾಯಗೊಂಡರೂ ಇವರು ಜೀವದ ಬೆಲೆ [292,876,530,905]
photo-pralhad-joshi [293,577,530,869]
brief-byline: ಸುವರ್ಣವಾಹಿನಿ ಸುದ್ದಿ [1112,1237,1190,1250]
masthead [42,44,1442,94]
brief-byline: ಸುವರ್ಣವಾಹಿನಿ ಸುದ್ದಿ [1112,536,1190,550]
reg-dot-magenta [1034,2440,1065,2470]
story-byline: ಸುವರ್ಣವಾಹಿನಿ ಸುದ್ದಿ [42,173,126,188]
photo-silhouette-woman [293,1076,530,1358]
logo-text-right: ವಾಹಿನಿ [966,45,1044,87]
svg-text:ಬಳ್ಳಾರಿ: ಬಳ್ಳಾರಿ [539,201,562,212]
brief-byline: ಸುವರ್ಣವಾಹಿನಿ ಸುದ್ದಿ [1112,741,1190,755]
brief-body: ವಿಜಯನಗರ(ಹೊಸಪೇಟೆ),ನ.13: ಜಿಲ್ಲೆಯಲ್ಲಿ ಪ್ರಸಕ್ತ ಹಿಂಗಾರು ಮತ್ತು ಬೇಸಿಗೆ ಹಂಗಾಮಿನ ಕರ್ನಾಟಕ ರೈತ ಸುರಕ್ಷಾ ಪ್ರಧಾನ ಮಂತ್ರಿ ಫಸಲ್ ಭೀಮಾ ಯೋಜನೆಯಡಿ ಬೆಳೆ ವಿಮೆ ನೋಂದಣಿ ಪ್ರಾರಂಭವಾಗಿದೆ ಎಂದು ಕೃಷಿ ಇಲಾಖೆಯ ಜಂಟಿ ನಿರ್ದೇಶಕ ಡಿ.ಟಿ.ಮಂಜುನಾಥ್ ತಿಳಿಸಿದ್ದಾರೆ. ಬೆಳೆ ಸಾಲ ಪಡೆದ ಮತ್ತು ಪಡೆಯದ ರೈತರು ತಮ್ಮ ಬೆಳೆಗಳಿಗೆ ಬ್ಯಾಂಕ್‌ಗಳಲ್ಲಿ ವಿಮೆ ಮಾಡಿಸಬೇಕು. ಯೋಜನೆಯಡಿ ಹಿಂಗಾರು ಹಂಗಾಮಿನ ಬೆಳೆಗಳಿಗೆ ನ.15 ಜೋಳ(ಮಳೆಯಾಶ್ರಿತ), ಡಿ.01 ಹುರುಳಿ(ಮಳೆಯಾಶ್ರಿತ), ಈರುಳ್ಳಿ(ನೀರಾವರಿ), ಸೂರ್ಯಕಾಂತಿ(ನೀರಾವರಿ ಮತ್ತು ಮಳೆಯಾಶ್ರಿತ), ಡಿ.15 ಕಡಲೆ(ಮಳೆಯಾಶ್ರಿತ), ಜೋಳ(ನೀರಾವರಿ), ಮೆಕ್ಕೆಜೋಳ(ಮಳೆಯಾಶ್ರಿತ ಮತ್ತು ನೀರಾವರಿ), ಗೋಧಿ(ಮಳೆಯಾಶ್ರಿತ), ಡಿ.31 ರಾಗಿ(ನೀರಾವರಿ), ಕಡಲೆ(ನೀರಾವರಿ)ಗಳಿಗೆ ನಿಗಧಿಪಡಿಸಿದ ದಿನಾಂಕದೊಳಗೆ ವಿಮೆಯನ್ನು ನೋಂದಾಯಿಸಿಕೊಳ್ಳಬೇಕು. ಹಾಗೂ ಬೇಸಿಗೆ ಹಂಗಾಮಿನ ಬೆಳೆಗಳಿಗೆ ನೀರಾವರಿ ಆಶ್ರಿತ ಭತ್ತ, ಶೇಂಗಾ, ರಾಗಿ, ಸೂರ್ಯಕಾಂತಿ ಮತ್ತು ಈರುಳ್ಳಿಗಳಿಗೆ 2026 ಫೆಬ್ರವರಿ.27 ರೊಳಗೆ ವಿಮೆಯನ್ನು ನೋಂದಾಯಿಸಿಕೊಳ್ಳಲು ಸ್ಥಳೀಯ ಬ್ಯಾಂಕ್‌ಗಳು ಅಥವಾ ಸಾರ್ವಜನಿಕ ಸೇವಾ ಕೇಂದ್ರಗಳನ್ನು ಸಂಪರ್ಕಿಸಬಹುದು. ಹೆಚ್ಚಿನ ಮಾಹಿತಿಗಾಗಿ ಹತ್ತಿರದ ರೈತ ಸಂಪರ್ಕ ಕೇಂದ್ರ, ಸಹಾಯಕ ಕೃಷಿ ನಿರ್ದೇಶರ ಕಚೇರಿ ಹಾಗೂ ಸಂರಕ್ಷಣೆ ಪೋರ್ಟಲ್ ಲಿಂಕ್ https://www.samrakshane.karnataka.gov.in ಅಥವಾ ಸಂರಕ್ಷಣೆ ಸಹಾಯವಾಣಿ ಸಂಖ್ಯೆ 080–26564535, 080–26564536, 08026564537 ಸಂಖ್ಯೆಗೆ ಕರೆ ಮಾಡಿ ಮಾಹಿತಿ ಪಡೆಯಬಹುದು ಎಂದು ಪ್ರಕಟಣೆಯಲ್ಲಿ ತಿಳಿಸಿದ್ದಾರೆ. [1112,755,1431,975]
story-mine-conference [42,173,1088,522]
story-headline: ಕೈ ನಾಯಕರ ಬೇಜವಾಬ್ದಾರಿ ಹೇಳಿಕೆ, ಕೀಳುಮಟ್ಟದ ರಾಜಕೀಯ– ಬಿಜೆಪಿ ಕಿಡಿ [44,534,764,569]
reg-dot-black [1106,2440,1136,2470]
brief-title: ಕೂಡ್ಲಿಗಿಯ 7 ಉದ್ಯಾನವನಗಳ ನಿರ್ವಹಣೆಗೆ ಅರ್ಹ ಮಹಿಳಾ ಸ್ವಸಹಾಯ ಸಂಘಗಳಿಂದ ಅರ್ಜಿ ಅಹ್ವಾನ [1113,483,1430,531]
logo-emblem-icon [924,45,963,93]
story-bjp-joshi [42,534,766,957]
story-hdk-industrial-park [42,1741,766,2426]
section-rule-1 [42,527,1088,529]
brief-crop-contest [1112,989,1431,1169]
reg-dot-yellow [403,2440,433,2470]
section-rule-2 [42,960,766,962]
brief-title: ಪ್ರಧಾನ ಮಂತ್ರಿ ಫಸಲ್ ಭೀಮಾ ಯೋಜನೆ ಬೆಳೆ ವಿಮೆ ನೋಂದಣಿ ಆರಂಭ [1127,688,1416,736]
story-headline: ದ್ವಿಚಕ್ರ ವಾಹನಕ್ಕೆ ಡಿಕ್ಕಿ ಹೊಡೆದು ಪರಾರಿಯಾಗಿದ್ದ ಸಾಫ್ಟ್‌ವೇರ್ ಎಂಜಿನಿಯರ್ ಬಂಧನ! [798,1472,1058,1572]
registration-marks-left [331,2440,468,2470]
story-side-column: ಸಾಗಾಣಿಕೆ ಸುಲಭವಾಗಿ ಕೈಗಾರಿಕಾಭಿವೃದ್ಧಿ ವೇಗಗತಿಯಲ್ಲಿ ಸಾಗುತ್ತದೆ. ಉದ್ದೇಶಿತ ಜಿಲ್ಲೆಗಳಲ್ಲಿ ಯೋಜನೆ ಬಂದರೆ ಇಡೀ ರಾಜ್ಯಕ್ಕೆ ಸಮಗ್ರವಾಗಿ ಅನುಕೂಲ ಆಗುತ್ತದೆ. ಮುಖ್ಯವಾಗಿ ಈ ಪ್ರದೇಶಗಳು ಸಾಮೂಹಿಕವಾಗಿ ದೊಡ್ಡ ಮಟ್ಟದಲ್ಲಿ ಕೈಗಾರಿಕಾ ಅಭಿವೃದ್ಧಿ ಕಾಣುವುದಲ್ಲದೆ, [527,1873,766,1948]
story-column: ಬೆಂಗಳೂರು,ನ.13: ದೇಶದಲ್ಲಿ ಎಲ್ಲೇ ಸ್ಫೋಟ, ಭಯೋತ್ಪಾದನೆ ದಾಳಿ ನಡೆದಾಗಲೂ ಕಾಂಗ್ರೆಸ್ ತೀರಾ ಕೀಳುಮಟ್ಟದ ರಾಜಕೀಯಕ್ಕೆ ಇಳಿಯುತ್ತದೆ. ಈಗ ದೆಹಲಿ ಸ್ಫೋಟದಲ್ಲೂ ಅದನ್ನೇ ಮಾಡುತ್ತಿದೆ ಎಂದು ಕೇಂದ್ರ ಸಚಿವ ಪ್ರಲ್ಹಾದ ಜೋಶಿ ಕಿಡಿ ಕಾರಿದ್ದಾರೆ. ದೆಹಲಿ ಕೆಂಪುಕೋಟೆ ಬಳಿ ಸಂಭವಿಸಿದ ಕಾರು ಸ್ಫೋಟದಿಂದ ದೇಶವೇ ತಲ್ಲಣಗೊಂಡಿದೆ. ಇಂಥ ಸಂದರ್ಭದಲ್ಲಿ ಕಾಂಗ್ರೆಸ್ ನಾಯಕರು ಒಗ್ಗಟ್ಟಿನ ಬಲ ಪ್ರದರ್ಶಿಸದೆ ಉಗ್ರರಿಗೆ ಹಾಸಿಗೆ ಹಾಸಿಕೊಟ್ಟಂತೆ ವ್ಯತಿರಿಕ್ತ ಮಾತುಗಳನ್ನಾಡುತ್ತಿದ್ದಾರೆ ಎಂದು ಜೋಶಿ ಆಕ್ರೋಶ ವ್ಯಕ್ತಪಡಿಸಿದ್ದಾರೆ. ದೆಹಲಿಯ ಕೆಂಪುಕೋಟೆ ಬಳಿ ಸಂಭವಿಸಿದ ಕಾರ್ ಸ್ಫೋಟಕ್ಕೂ ಬಿಹಾರ ಚುನಾವಣೆಗೂ ಏನು ಸಂಬಂಧ? ಕಾಂಗ್ರೆಸ್ ನಾಯಕರು ಸ್ವಲ್ಪ ಸೂಕ್ಷ್ಮಮತೀಯರಾಗಿ ವರ್ತಿಸಲಿ. ಉಗ್ರರಿಗೆ ಇಂಬು ನೀಡುವಂತೆ ಬೇಜವಾಬ್ದಾರಿ ಹೇಳಿಕೆ, ಕೀಳು ಮಟ್ಟದ ರಾಜಕೀಯ ಮಾಡುವುದನ್ನು ಬಿಡಬೇಕೆಂದು ಜಮೀರ್ ಅಹ್ಮದ್ ಅವರನ್ನು ತರಾಟೆಗೆ ತೆಗೆದುಕೊಂಡಿದ್ದಾರೆ. [42,578,282,789]
brief-body: ವಿಜಯನಗರ(ಹೊಸಪೇಟೆ),ನ.13: ನಗರದ ಗ್ರಾಮೀಣ ಉಪವಿಭಾಗದಲ್ಲಿ ನವೆಂಬರ್.15 ರಂದು ಮಧ್ಯಾಹ್ನ 3 ಗಂಟೆಗೆ ಗ್ರಾಹಕರ ಸಂವಾದ ಸಭೆ ಏರ್ಪಡಿಸಲಾಗಿದೆ. ಹೊಸಪೇಟೆ ತಾಲೂಕಿನ ವಿದ್ಯುತ್ ಗ್ರಾಹಕರು (ಹೊಸಪೇಟೆ ನಗರ ಹೊರತು ಪಡಿಸಿ) ಸಭೆಗೆ ಭಾಗವಹಿಸಿ ವಿದ್ಯುತ್ ಸಮಸ್ಯೆ ಇದ್ದಲ್ಲಿ ತಮ್ಮ ಅಹವಾಲುಗಳನ್ನು ಸಲ್ಲಿಸಿ ಪರಿಹರಿಸಿಕೊಳ್ಳಬೇಕೆಂದು ಕಾರ್ಯ ಮತ್ತು ಪಾಲನಾ ಗ್ರಾಮೀಣ ಉಪವಿಭಾಗ ಸಹಾಯಕ ಕಾರ್ಯನಿರ್ವಾಹಕ ಅಭಿಯಂತರರು ಪ್ರಕಟಣೆಯಲ್ಲಿ ತಿಳಿಸಿದ್ದಾರೆ. [1112,210,1431,278]
bottom-rule [15,2436,1475,2438]
logo-text-left: ಸುವರ್ಣ [826,45,922,87]
story-column: ಬೆಂಗಳೂರು,ನ.13: ಸ್ಕ್ಯಾನಿಂಗ್‌ಗೆ ಬಂದ ಮಹಿಳೆಯ ಖಾಸಗಿ ಅಂಗ ಮುಟ್ಟಿ ಲ್ಯಾಬ್ ಸಿಬ್ಬಂದಿಯೊಬ್ಬ ಲೈಂಗಿಕ ಕಿರುಕುಳ ನೀಡಿರುವ ಘಟನೆ ಬೆಂಗಳೂರು ಹೊರವಲಯದ ಆನೇಕಲ್‌ನಲ್ಲಿ ನಡೆದಿದೆ. ಈ ಸಂಬಂಧ ಆನೇಕಲ್ ಪೊಲೀಸ್ ಠಾಣೆಯಲ್ಲಿ ಪ್ರಕರಣ ದಾಖಲಾಗಿದೆ. ಸ್ಕ್ಯಾನಿಂಗ್ ಸೆಂಟರ್‌ನಲ್ಲಿ ರೇಡಿಯಾಲಜಿಸ್ಟ್ ಆಗಿ ಕೆಲಸ ಮಾಡುತ್ತಿದ್ದ ಆರೋಪಿ ವಿರುದ್ಧ ಸಂಜೆ ಜಯಕುಮಾರ್ ದೂರು ದಾಖಲಿಸಿದ್ದಾರೆ. ಮೂರು ಮಕ್ಕಳ ತಾಯಿಯಾಗಿರುವ ಮಹಿಳೆ, ಅನಾರೋಗ್ಯದ ಹಿನ್ನೆಲೆಯಲ್ಲಿ ವೈದ್ಯರು ಸ್ಕ್ಯಾನ್ ಮಾಡಿಸಲು ಹೇಳಿದರು. [42,1077,282,1197]
story-kurekuppa-laptop [770,2234,1442,2430]
main-headline: ನ.20ರಂದು ಸಂಡೂರಿನಲ್ಲಿ ಗಣಿ ಕಾರ್ಮಿಕರ ಸಮ್ಮೇಳನ [152,108,977,163]
story-text: ಶ್ರೀನಗರ,ನ.13: ದೆಹಲಿ ಕಾರು ಸ್ಫೋಟದ ತನಿಖೆ ತೀವ್ರಗೊಳ್ಳುತ್ತಿದ್ದಂತೆ ಮತ್ತು ಪ್ರಾಥಮಿಕ ತನಿಖೆಯು ಜಮ್ಮು ಮತ್ತು ಕಾಶ್ಮೀರದಲ್ಲಿ ಭಯೋತ್ಪಾದಕ ಜಾಲಗಳ ಕಡೆಗೆ ಬೆರಳು ತೋರಿಸುತ್ತಿರುವಾಗ, ಮುಖ್ಯಮಂತ್ರಿ ಒಮರ್ ಅಬ್ದುಲ್ಲಾ ಅವರು, 'ಜಮ್ಮು ಮತ್ತು ಕಾಶ್ಮೀರದ ಪ್ರತಿಯೊಬ್ಬ ನಿವಾಸಿಯೂ ಭಯೋತ್ಪಾದಕ ಅಥವಾ ಉಗ್ರರೊಂದಿಗೆ ಸಂಬಂಧ ಹೊಂದಿಲ್ಲ' ಎಂದು ಪ್ರತಿಪಾದಿಸಿದ್ದಾರೆ. 'ದೆಹಲಿಯಲ್ಲಿ ಉಗ್ರ ಕೃತ್ಯವನ್ನು ಎಷ್ಟು ಖಂಡಿಸಿದರೂ ಸಾಕಾಗುವುದಿಲ್ಲ. ಈ ರೀತಿ ಅಮಾಯಕ ಜನರನ್ನು ಕೊಲ್ಲುವುದನ್ನು ಒಪ್ಪಿಕೊಳ್ಳಲು ಸಾಧ್ಯವಿಲ್ಲ ಮತ್ತು ಯಾವುದೇ ಧರ್ಮವು ಅಂತಹ ಕೃತ್ಯಗಳನ್ನು ಅನುಮತಿಸುವುದಿಲ್ಲ. ತನಿಖೆ ನಡೆಯುತ್ತಿದೆ ಮತ್ತು ಎಲ್ಲಾ ಅಪರಾಧಿಗಳಿಗೆ ಶಿಕ್ಷೆಯಾಗಬೇಕು' ಎಂದು ಒಮರ್ ಅಬ್ದುಲ್ಲಾ ಅವರು ಜಮ್ಮುವಿನಲ್ಲಿ ಸುದ್ದಿಗಾರರಿಗೆ ತಿಳಿಸಿದರು. ರಾಜ್ಯದ ಪ್ರತಿಯೊಬ್ಬ ನಿವಾಸಿಯೂ ಭಯೋತ್ಪಾದಕರಲ್ಲ. ಆದರೆ 'ಇಲ್ಲಿ ಯಾವಾಗಲೂ ಶಾಂತಿ ಮತ್ತು ಸಹೋದರತ್ವವನ್ನು ಭಂಗಗೊಳಿಸಲು ಕೆಲವೇ ಕೆಲವು ಜನ ಪ್ರಯತ್ನಿಸುತ್ತಿದ್ದಾರೆ' ಎಂದು ಜಮ್ಮು ಮತ್ತು ಕಾಶ್ಮೀರ ಸಿಎಂ ಹೇಳಿದರು. 'ನಾವು ಜಮ್ಮು ಮತ್ತು ಕಾಶ್ಮೀರದ ಪ್ರತಿಯೊಬ್ಬ ನಿವಾಸಿ ಮತ್ತು ಪ್ರತಿಯೊಬ್ಬ ಕಾಶ್ಮೀರಿ ಮುಸ್ಲಿಮರನ್ನು ಒಂದೇ ಸಿದ್ಧಾಂತದಿಂದ ನೋಡಲು ಪ್ರಾರಂಭಿಸಿದಾಗ ಮತ್ತು ಅವರಲ್ಲಿ ಪ್ರತಿಯೊಬ್ಬರೂ ಭಯೋತ್ಪಾದಕ ಎಂದು ಭಾವಿಸಿದಾಗ, ಜನರನ್ನು ಸರಿಯಾದ ಹಾದಿಯಲ್ಲಿ ಇಡುವುದು ಕಷ್ಟ' ಎಂದು ಸಿಎಂ ಹೇಳಿದರು. ಸ್ಫೋಟಕ್ಕೆ ಕಾರಣರಾದವರನ್ನು ಗುರುತಿಸುವುದು ಮತ್ತು ಶಿಕ್ಷಿಸುವುದು ಅಗತ್ಯವಾಗಿದ್ದರೂ ಮುಗ್ಧ ಜನರನ್ನು ಅನುಮಾನಿಸಬಾರದು ಮತ್ತು ನಿಂದಿಸಬಾರದು ಎಂದು ಒಮರ್ ತಿಳಿಸಿದ್ದಾರೆ. [42,1500,766,1620]
brief-fisheries-subsidy [1112,1183,1431,1429]
story-text: ಬಳ್ಳಾರಿ,ನ.13: ಎಐಯುಟಿಯುಸಿಗೆ ಸಂಯೋಜನೆಗೊಂಡ ಸಂಯುಕ್ತ ಗಣಿ ಕಾರ್ಮಿಕರ ಸಂಘದಿಂದ ಸಂಡೂರಿನ ಅಂದೇಶ್ವರ್ ಭವನದಲ್ಲಿ ನ.20ರಂದು ಗಣಿ ಕಾರ್ಮಿಕರ ಸಮ್ಮೇಳನವನ್ನು ಹಮ್ಮಿಕೊಳ್ಳಲಾಗುವುದು ಎಂದು ಸಂಯುಕ್ತ ಗಣಿ ಕಾರ್ಮಿಕರ ಸಂಘದ ಉಪಾಧ್ಯಕ್ಷ ಎ.ದೇವದಾಸ್ ತಿಳಿಸಿದ್ದಾರೆ. ನಗರದ ಪತ್ರಿಕಾಭವನದಲ್ಲಿ ಪತ್ರಿಕಾಗೋಷ್ಠಿಯಲ್ಲಿ ಮಾತನಾಡಿದ ಅವರು, ಈ ಸಮ್ಮೇಳನಕ್ಕೆ ಸಂಡೂರು, ಬಳ್ಳಾರಿ ಹಾಗೂ ಹೊಸಪೇಟೆಯ ಗಣಿ ಕಾರ್ಮಿಕರು ಭಾಗವಹಿಸಲಿದ್ದಾರೆ. ಸಮ್ಮೇಳನದ ಸಭೆಯ ಮುನ್ನ ಬೃಹತ್ ಮೆರವಣಿಗೆಯು ಸಂಡೂರಿನ ಎಪಿಎಂಸಿಯಿಂದ ಪ್ರಾರಂಭವಾಗುವುದು. ಈ ಸಮ್ಮೇಳನದಲ್ಲಿ ಗಣಿ ಕಾರ್ಮಿಕರ [42,189,313,325]
photo-mb-patil [975,619,1088,746]
story-software-engineer [766,1459,1090,2231]
story-photo-column [323,173,762,522]
story-text: ಬೆಂಗಳೂರು,ನ.13: ದಂಪತಿ ಮತ್ತು ಅವರ ಮಗುವಿಗೆ ಗಾಯಗೊಳಿಸಿದ ಹಿಟ್ ಅಂಡ್ ರನ್ ಪ್ರಕರಣಕ್ಕೆ ಸಂಬಂಧಿಸಿದಂತೆ 23 ವರ್ಷದ ಸಾಫ್ಟ್‌ವೇರ್ ಎಂಜಿನಿಯರ್‌ನನ್ನು ಬಂಧಿಸಲಾಗಿದೆ ಎಂದು ಗುರುವಾರ ಪೊಲೀಸರು ತಿಳಿಸಿದ್ದಾರೆ. ಆರೋಪಿಯನ್ನು ಕೊಡಿಗೇಹಳ್ಳಿ ನಿವಾಸಿ ಸುಕೃತ್ ಗೌಡ ಎಂದು ಗುರುತಿಸಲಾಗಿದ್ದು, ವೈಟ್‌ಫೀಲ್ಡ್‌ನಲ್ಲಿ ಖಾಸಗಿ ಕಂಪನಿಯಲ್ಲಿ ಕೆಲಸ ಮಾಡುತ್ತಿದ್ದಾರೆ ಎಂದು ಅವರು ಹೇಳಿದರು. ಈ ಘಟನೆ ಅಕ್ಟೋಬರ್ 26ರ ರಾತ್ರಿ ನ್ಯೂ ಬಿಇಎಲ್ ರಸ್ತೆಯ ರಾಮಯ್ಯ ಆಸ್ಪತ್ರೆ ಬಸ್ ನಿಲ್ದಾಣದ ಬಳಿ ನಡೆದಿದೆ. ಅಂಕಿತಾ ಪಟೇಲ್ (31), ಪತಿ ವಿನೀತ್ ಎ (33) ಮತ್ತು ಅವರ ಮಗನೊಂದಿಗೆ ಸದಾಶಿವನಗರ ಪೊಲೀಸ್ ಠಾಣೆ ಜಂಕ್ಷನ್ ಕಡೆಗೆ ಹೋಗುತ್ತಿದ್ದಾಗ, ಅತಿ ವೇಗವಾಗಿ ಬಂದ ಕೆಂಪು ಬಣ್ಣದ ಟಾಟಾ ಕರ್ವ್ ಕಾರು ಹಿಂಬದಿನಿಂದ ಅವರ ದ್ವಿಚಕ್ರ ವಾಹನಕ್ಕೆ ಡಿಕ್ಕಿ ಹೊಡೆದಿದೆ. ಡಿಕ್ಕಿಯ ರಭಸಕ್ಕೆ ಮೂವರೂ ದ್ವಿಚಕ್ರ ವಾಹನದಿಂದ ಕೆಳಗೆ ಬಿದ್ದಿದ್ದು, ಅಂಕಿತಾ ಮತ್ತು ವಿನೀತ್ ಗಾಯಗೊಂಡಿದ್ದಾರೆ. ಕೂಡಲೇ ಅವರನ್ನು ಎಂಎಸ್ ರಾಮಯ್ಯ ಆಸ್ಪತ್ರೆಗೆ ಕರೆದೊಯ್ಯಲಾಗಿದೆ. ಚಿಕಿತ್ಸೆಯ ಬಳಿಕ ಅವರನ್ನು ಬಿಡುಗಡೆ ಮಾಡಲಾಗಿದೆ. ನಿರಂತರ ನೋವಿನಿಂದ ಬಳಲುತ್ತಿದ್ದ ವಿನೀತ್ ಅವರನ್ನು ನಂತರ ಸೇಂಟ್ ಜಾನ್ಸ್ ಆಸ್ಪತ್ರೆಗೆ ದಾಖಲಿಸಲಾಗಿದೆ. ಮಗುವಿಗೆ ಸಣ್ಣಪುಟ್ಟ ಗಾಯಗಳಾಗಿದ್ದು, ಆಸ್ಪತ್ರೆಗೆ ಸೇರಿಸುವ ಅಗತ್ಯವಿರಲಿಲ್ಲ ಎಂದು ಹಿರಿಯ ಪೊಲೀಸ್ ಅಧಿಕಾರಿಯೊಬ್ಬರು ತಿಳಿಸಿದ್ದಾರೆ. ದೂರಿನ ಆಧಾರದ ಮೇಲೆ, ಅಪಘಾತ ನಡೆಸಿ, ಸ್ಥಳದಿಂದ ಕಾಲ್ಕಿತ್ತಿದ್ದಕ್ಕಾಗಿ ಅಕ್ಟೋಬರ್ 28 ರಂದು ಅಪರಿಚಿತ ಕಾರು ಚಾಲಕನ ವಿರುದ್ಧ ಪೊಲೀಸರು ಪ್ರಕರಣ ದಾಖಲಿಸಿದ್ದಾರೆ. ಸಿಸಿಟಿವಿ ದೃಶ್ಯಾವಳಿಗಳನ್ನು ಪರಿಶೀಲಿಸಿದ ನಂತರ, ನವೆಂಬರ್ 6 ರಂದು ಪೊಲೀಸರು ಭಾರತೀಯ ನ್ಯಾಯ ಸಂಹಿತೆಯ ಅಡಿಯಲ್ಲಿ ಕೊಲೆಯತ್ನ ಆರೋಪವನ್ನು ಸೇರಿಸಿದರು ಮತ್ತು ಪ್ರಕರಣವನ್ನು ಸದಾಶಿವನಗರ ಪೊಲೀಸ್ ಠಾಣೆಗೆ ವರ್ಗಾಯಿಸಿದರು ಎಂದು ಅಧಿಕಾರಿ ಹೇಳಿದರು. ಮರುದಿನ, ಬಾಲಾಜಿ ಲೇಔಟ್ ಬಳಿ ಆರೋಪಿ ಸುಕೃತ್ ಗೌಡನನ್ನು ಬಂಧಿಸಲಾಗಿದೆ. ವಿಚಾರಣೆ ಸಮಯದಲ್ಲಿ, ಆತ ಅಪರಾಧವನ್ನು ಒಪ್ಪಿಕೊಂಡನು. ಅಪಘಾತಕ್ಕೆ ಕಾರಣವಾದ ಕಾರನ್ನು ಪೊಲೀಸರು ವಶಪಡಿಸಿಕೊಂಡಿದ್ದಾರೆ. ಆರೋಪಿಯನ್ನು ನ್ಯಾಯಾಂಗ ಬಂಧನಕ್ಕೆ ಒಪ್ಪಿಸಲಾಗಿದೆ ಎಂದು ಪೊಲೀಸರು ತಿಳಿಸಿದ್ದಾರೆ. [780,1584,1075,1933]
story-headline-line2: ರೇಡಿಯಾಲಜಿಸ್ಟ್ ವಿರುದ್ಧ ಪ್ರಕರಣ ದಾಖಲು [148,1020,659,1064]
story-text: ಬಳ್ಳಾರಿ,ನ.13: ಕುರೇಕುಪ್ಪ ಪುರಸಭೆ ಕಾರ್ಯಾಲಯದಿಂದ 2024–25 ನೇ ಸಾಲಿನ ಎಸ್.ಎಫ್.ಸಿ ಅನುದಾನದ ಖರ್ಚಾಗದೇ ಉಳಿದ ಮುಕ್ತ ನಿಧಿಯ ಶೇ.24.10 ಎಸ್‌ಸಿಎಸ್‌ಪಿ ಯೋಜನೆಯಡಿ ಬಿಇ ಮತ್ತು ಎಂಬಿಬಿಎಸ್(ಮೆಡಿಕಲ್) ವಿದ್ಯಾರ್ಥಿಗಳಿಗೆ ಲ್ಯಾಪ್‌ಟಾಪ್ ವಿತರಣೆ ಮಾಡಲು ಉದ್ದೇಶಿಸಲಾಗಿದ್ದು, ಅರ್ಹ ಪರಿಶಿಷ್ಟ ಜಾತಿ ಅಭ್ಯರ್ಥಿಗಳಿಂದ ಅರ್ಜಿ ಆಹ್ವಾನಿಸಲಾಗಿದೆ. ನಿಗದಿತ ನಮೂನೆ ಅರ್ಜಿ, ಮತದಾರರ ಗುರುತಿನ ಚೀಟಿ, ಆಧಾರ್ ಕಾರ್ಡ್, ಪಡಿತರ ಚೀಟಿ, ಜಾತಿ ಮತ್ತು ಆದಾಯ ಪ್ರಮಾಣ ಪತ್ರ, ಇತ್ತೀಚಿನ ಭಾವ ಚಿತ್ರ, ಪ್ರಸಕ್ತ ಸಾಲಿನ ಅಂಕ ಪಟ್ಟಿ, ವಿದ್ಯಾಭ್ಯಾಸ ಪ್ರಮಾಣ ಪತ್ರ, ಕಾಲೇಜು ಐಡಿ ಕಾರ್ಡ್ ಲಗತ್ತಿಸಬೇಕು. ಅರ್ಜಿ ಸಲ್ಲಿಸಲು ನವೆಂಬರ್ 17 ಕೊನೆಯ ದಿನ. ಹೆಚ್ಚಿನ ಮಾಹಿತಿಗಾಗಿ ಕುರೇಕುಪ್ಪ ಪುರಸಭೆ ಕಚೇರಿಗೆ ಸಂಪರ್ಕಿಸಬಹುದು ಎಂದು ಮುಖ್ಯಾಧಿಕಾರಿ ಪ್ರಕಟಣೆಯಲ್ಲಿ ತಿಳಿಸಿದ್ದಾರೆ. [784,2288,1428,2362]
page-left-edge-rule [15,21,17,2436]
brief-byline: ಸುವರ್ಣವಾಹಿನಿ ಸುದ್ದಿ [1112,345,1190,360]
brief-consumer-meet [1112,167,1431,278]
reg-dot-black [438,2440,468,2470]
story-byline: ಸುವರ್ಣವಾಹಿನಿ ಸುದ್ದಿ [784,2273,868,2287]
story-jammu-omar [42,1464,766,1729]
page-number-badge: 03 [1393,48,1436,90]
reg-dot-cyan [999,2440,1029,2470]
brief-kudligi-parks [1112,483,1431,674]
story-headline-line1: ಕರ್ನಾಟಕದಲ್ಲಿ ಕೈಗಾರಿಕಾ ಪಾರ್ಕ್ ಸ್ಥಾಪನೆಗೆ [150,1749,658,1793]
reg-dot-magenta [367,2440,397,2470]
